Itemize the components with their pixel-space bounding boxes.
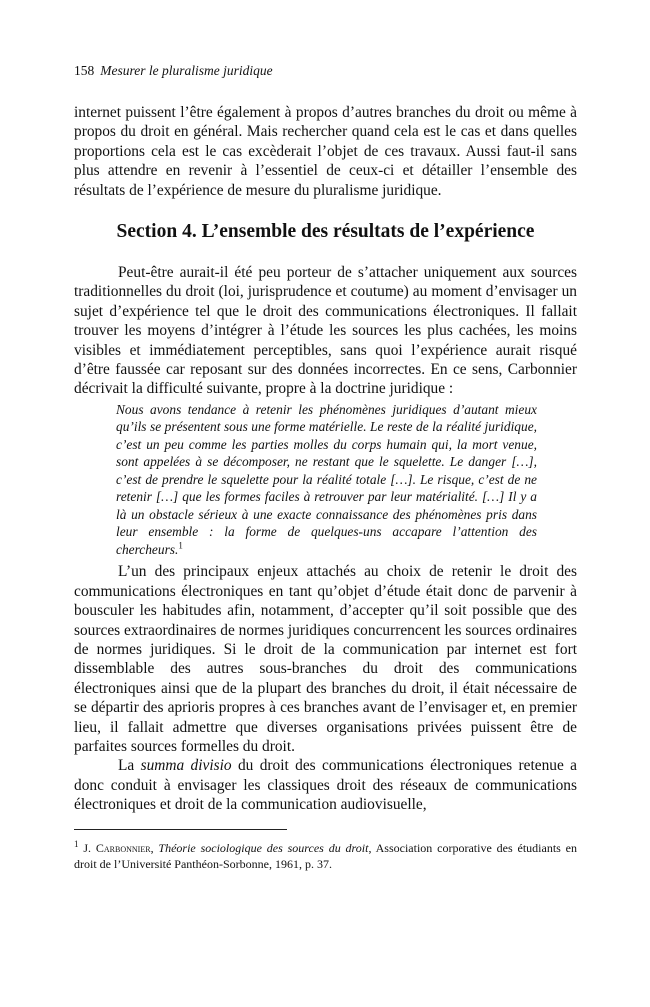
running-head-title: Mesurer le pluralisme juridique bbox=[100, 63, 273, 78]
paragraph-3-lead: La bbox=[118, 757, 135, 775]
block-quote bbox=[116, 401, 537, 559]
paragraph-continued: internet puissent l’être également à propos d’autres branches du droit ou même à propos du droit en général. Mais rechercher quand cela est le cas et dans quelles proportions cela est le cas excèderait l’objet de ces travaux. Aussi faut-il sans plus attendre en revenir à l’essentiel de ceux-ci et détailler l’ensemble des résultats de l’expérience de mesure du pluralisme juridique. bbox=[74, 104, 577, 199]
footnote-details: , Association corporative des étudiants en droit de l’Université Panthéon-Sorbonne, 1961, p. 37. bbox=[74, 840, 578, 871]
footnote: $^1$ J. Carbonnier, Théorie sociologique des sources du droit, Association corporative des étudiants en droit de l’Université Panthéon-Sorbonne, 1961, p. 37. bbox=[74, 838, 578, 871]
footnote-author-initial: J. bbox=[83, 840, 92, 855]
section-heading: Section 4. L’ensemble des résultats de l’expérience bbox=[116, 221, 535, 243]
footnote-author-surname: Carbonnier bbox=[95, 840, 151, 855]
page-body bbox=[74, 62, 577, 872]
paragraph-3-rest: du droit des communications électroniques retenue a donc conduit à envisager les classiques droit des réseaux de communications électroniques et droit de la communication audiovisuelle, bbox=[74, 757, 577, 814]
page-number: 158 bbox=[74, 63, 95, 78]
footnote-ref[interactable]: 1 bbox=[178, 540, 183, 551]
footnote-number: 1 bbox=[74, 838, 79, 849]
quote-text: Nous avons tendance à retenir les phénomènes juridiques d’autant mieux qu’ils se présentent sous une forme matérielle. Le reste de la réalité juridique, c’est un peu comme les parties molles du corps humain qui, la mort venue, sont appelées à se décomposer, ne restant que le squelette. Le danger […], c’est de prendre le squelette pour la réalité totale […]. Le risque, c’est de ne retenir […] que les formes faciles à retrouver par leur matérialité. […] Il y a là un obstacle sérieux à une exacte connaissance des phénomènes pris dans leur ensemble : la forme de quelques-uns accapare l’attention des chercheurs. bbox=[116, 401, 537, 557]
paragraph-1: Peut-être aurait-il été peu porteur de s’attacher uniquement aux sources traditionnelles du droit (loi, jurisprudence et coutume) au moment d’envisager un sujet d’expérience tel que le droit des communications électroniques. Il fallait trouver les moyens d’intégrer à l’étude les sources les plus cachées, les moins visibles et immédiatement perceptibles, sans quoi l’expérience aurait risqué d’être faussée car reposant sur des données incorrectes. En ce sens, Carbonnier décrivait la difficulté suivante, propre à la doctrine juridique : bbox=[74, 264, 577, 398]
paragraph-3-emphasis: summa divisio bbox=[140, 757, 232, 775]
running-head bbox=[74, 62, 577, 80]
footnote-divider bbox=[74, 829, 287, 830]
footnote-work-title: Théorie sociologique des sources du droit bbox=[158, 840, 369, 855]
paragraph-3 bbox=[74, 756, 577, 814]
paragraph-2: L’un des principaux enjeux attachés au choix de retenir le droit des communications électroniques en tant qu’objet d’étude était donc de parvenir à bousculer les habitudes afin, notamment, d’accepter qu’il soit possible que des sources extraordinaires de normes juridiques concurrencent les sources ordinaires de normes juridiques. Si le droit de la communication par internet est fort dissemblable des autres sous-branches du droit des communications électroniques ainsi que de la plupart des branches du droit, il était nécessaire de se départir des aprioris propres à ces branches avant de l’envisager et, en premier lieu, il fallait admettre que diverses organisations privées puissent être de parfaites sources formelles du droit. bbox=[74, 563, 577, 756]
